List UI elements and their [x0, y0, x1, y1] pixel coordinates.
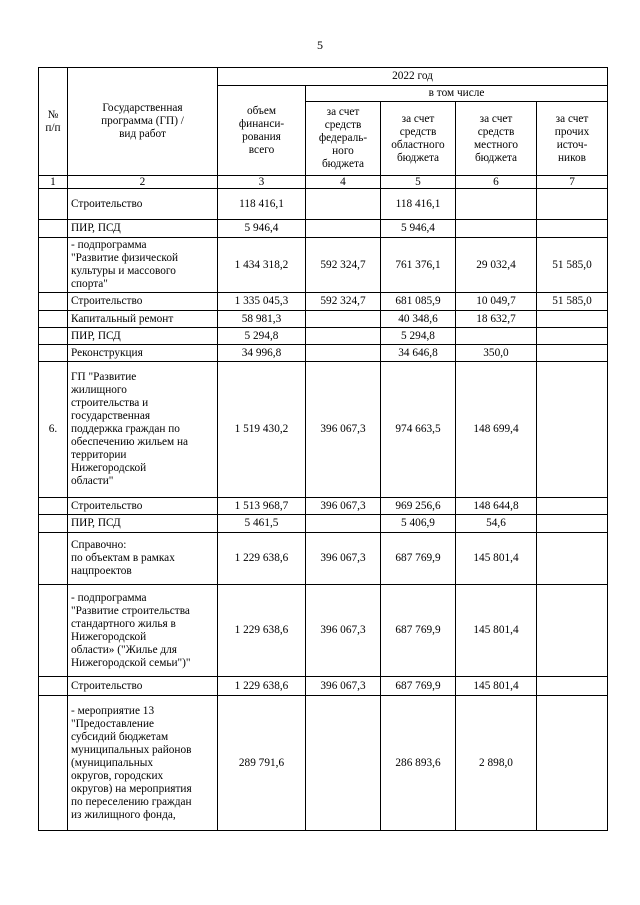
row-name: Строительство — [68, 498, 218, 515]
col-number: 1 — [39, 176, 68, 189]
page-number: 5 — [317, 38, 323, 52]
other-cell — [537, 585, 608, 677]
row-name: Строительство — [68, 677, 218, 696]
regional-cell: 5 294,8 — [381, 328, 456, 345]
table-row — [39, 238, 608, 293]
other-cell — [537, 328, 608, 345]
federal-cell — [306, 220, 381, 238]
regional-cell: 969 256,6 — [381, 498, 456, 515]
row-number — [39, 293, 68, 311]
header-total: объем финанси- рования всего — [218, 86, 306, 176]
row-number — [39, 533, 68, 585]
table-row — [39, 345, 608, 362]
local-cell: 148 699,4 — [456, 362, 537, 498]
total-cell: 5 461,5 — [218, 515, 306, 533]
local-cell — [456, 328, 537, 345]
other-cell — [537, 189, 608, 220]
row-name: ПИР, ПСД — [68, 328, 218, 345]
total-cell: 1 434 318,2 — [218, 238, 306, 293]
col-number: 3 — [218, 176, 306, 189]
total-cell: 1 229 638,6 — [218, 677, 306, 696]
row-name: - подпрограмма "Развитие строительства стандартного жилья в Нижегородской области» ("Жилье для Нижегородской семьи")" — [68, 585, 218, 677]
table-row — [39, 585, 608, 677]
col-number: 6 — [456, 176, 537, 189]
col-number: 2 — [68, 176, 218, 189]
row-name: - мероприятие 13 "Предоставление субсидий бюджетам муниципальных районов (муниципальных округов, городских округов) на мероприятия по переселению граждан из жилищного фонда, — [68, 696, 218, 831]
table-row — [39, 362, 608, 498]
row-number — [39, 515, 68, 533]
regional-cell: 5 946,4 — [381, 220, 456, 238]
row-name: Справочно: по объектам в рамках нацпроектов — [68, 533, 218, 585]
regional-cell: 286 893,6 — [381, 696, 456, 831]
row-number — [39, 696, 68, 831]
regional-cell: 118 416,1 — [381, 189, 456, 220]
header-regional: за счет средств областного бюджета — [381, 102, 456, 176]
row-name: Строительство — [68, 189, 218, 220]
total-cell: 1 229 638,6 — [218, 533, 306, 585]
row-number — [39, 498, 68, 515]
federal-cell — [306, 311, 381, 328]
table-row — [39, 498, 608, 515]
table-row — [39, 220, 608, 238]
table-row — [39, 311, 608, 328]
total-cell: 1 519 430,2 — [218, 362, 306, 498]
row-number: 6. — [39, 362, 68, 498]
total-cell: 289 791,6 — [218, 696, 306, 831]
table-row — [39, 189, 608, 220]
total-cell: 1 229 638,6 — [218, 585, 306, 677]
federal-cell: 396 067,3 — [306, 362, 381, 498]
other-cell: 51 585,0 — [537, 293, 608, 311]
col-number: 7 — [537, 176, 608, 189]
column-numbers-row — [39, 176, 608, 189]
regional-cell: 687 769,9 — [381, 533, 456, 585]
row-name: ПИР, ПСД — [68, 220, 218, 238]
regional-cell: 974 663,5 — [381, 362, 456, 498]
federal-cell: 592 324,7 — [306, 238, 381, 293]
header-other: за счет прочих источ- ников — [537, 102, 608, 176]
row-number — [39, 189, 68, 220]
other-cell — [537, 696, 608, 831]
local-cell: 18 632,7 — [456, 311, 537, 328]
local-cell: 145 801,4 — [456, 533, 537, 585]
federal-cell: 592 324,7 — [306, 293, 381, 311]
table-row — [39, 293, 608, 311]
other-cell — [537, 311, 608, 328]
header-number: № п/п — [39, 68, 68, 176]
federal-cell: 396 067,3 — [306, 677, 381, 696]
row-name: - подпрограмма "Развитие физической культуры и массового спорта" — [68, 238, 218, 293]
total-cell: 5 946,4 — [218, 220, 306, 238]
row-number — [39, 238, 68, 293]
table-row — [39, 533, 608, 585]
regional-cell: 681 085,9 — [381, 293, 456, 311]
local-cell — [456, 189, 537, 220]
row-number — [39, 328, 68, 345]
header-year: 2022 год — [218, 68, 608, 86]
local-cell: 10 049,7 — [456, 293, 537, 311]
federal-cell — [306, 328, 381, 345]
federal-cell — [306, 696, 381, 831]
col-number: 4 — [306, 176, 381, 189]
local-cell: 29 032,4 — [456, 238, 537, 293]
financing-table — [38, 67, 608, 831]
regional-cell: 687 769,9 — [381, 585, 456, 677]
table-row — [39, 677, 608, 696]
row-name: ПИР, ПСД — [68, 515, 218, 533]
federal-cell — [306, 515, 381, 533]
regional-cell: 761 376,1 — [381, 238, 456, 293]
federal-cell: 396 067,3 — [306, 533, 381, 585]
row-name: Строительство — [68, 293, 218, 311]
row-number — [39, 585, 68, 677]
row-number — [39, 677, 68, 696]
other-cell — [537, 498, 608, 515]
regional-cell: 40 348,6 — [381, 311, 456, 328]
table-row — [39, 328, 608, 345]
total-cell: 1 513 968,7 — [218, 498, 306, 515]
other-cell: 51 585,0 — [537, 238, 608, 293]
other-cell — [537, 515, 608, 533]
federal-cell — [306, 345, 381, 362]
header-federal: за счет средств федераль- ного бюджета — [306, 102, 381, 176]
federal-cell — [306, 189, 381, 220]
row-number — [39, 311, 68, 328]
total-cell: 5 294,8 — [218, 328, 306, 345]
total-cell: 118 416,1 — [218, 189, 306, 220]
local-cell — [456, 220, 537, 238]
other-cell — [537, 220, 608, 238]
local-cell: 350,0 — [456, 345, 537, 362]
local-cell: 54,6 — [456, 515, 537, 533]
local-cell: 145 801,4 — [456, 677, 537, 696]
regional-cell: 687 769,9 — [381, 677, 456, 696]
local-cell: 145 801,4 — [456, 585, 537, 677]
table-row — [39, 515, 608, 533]
row-name: ГП "Развитие жилищного строительства и государственная поддержка граждан по обеспечению жильем на территории Нижегородской области" — [68, 362, 218, 498]
local-cell: 148 644,8 — [456, 498, 537, 515]
other-cell — [537, 677, 608, 696]
col-number: 5 — [381, 176, 456, 189]
federal-cell: 396 067,3 — [306, 498, 381, 515]
total-cell: 58 981,3 — [218, 311, 306, 328]
total-cell: 1 335 045,3 — [218, 293, 306, 311]
row-number — [39, 220, 68, 238]
other-cell — [537, 362, 608, 498]
federal-cell: 396 067,3 — [306, 585, 381, 677]
row-name: Капитальный ремонт — [68, 311, 218, 328]
local-cell: 2 898,0 — [456, 696, 537, 831]
table-row — [39, 696, 608, 831]
regional-cell: 5 406,9 — [381, 515, 456, 533]
row-name: Реконструкция — [68, 345, 218, 362]
header-local: за счет средств местного бюджета — [456, 102, 537, 176]
total-cell: 34 996,8 — [218, 345, 306, 362]
other-cell — [537, 533, 608, 585]
other-cell — [537, 345, 608, 362]
header-program: Государственная программа (ГП) / вид работ — [68, 68, 218, 176]
row-number — [39, 345, 68, 362]
header-including: в том числе — [306, 86, 608, 102]
regional-cell: 34 646,8 — [381, 345, 456, 362]
